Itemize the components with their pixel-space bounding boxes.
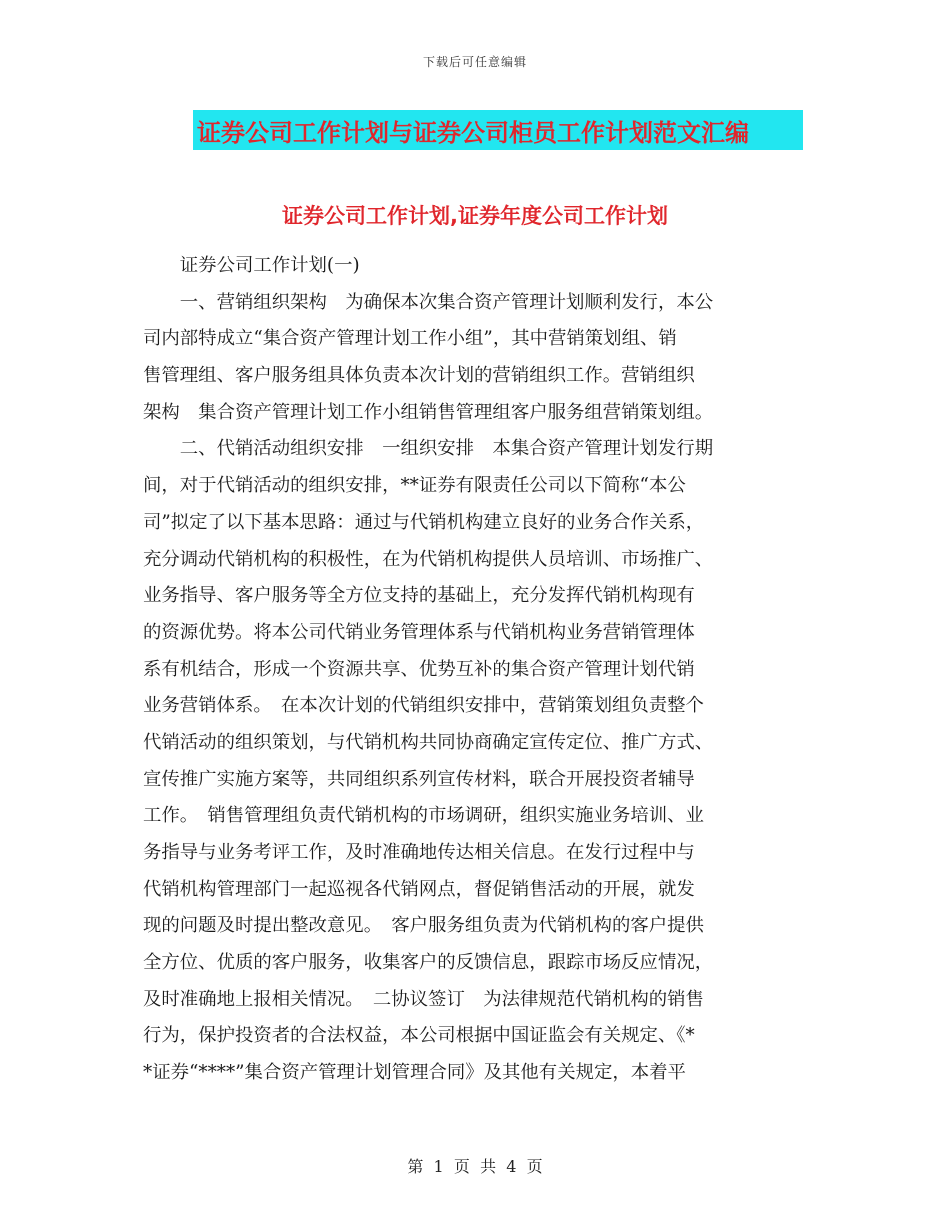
paragraph-line: 行为，保护投资者的合法权益，本公司根据中国证监会有关规定、《*: [143, 1025, 695, 1047]
paragraph-line: 业务营销体系。 在本次计划的代销组织安排中，营销策划组负责整个: [143, 695, 704, 717]
paragraph-line: 售管理组、客户服务组具体负责本次计划的营销组织工作。营销组织: [143, 365, 695, 387]
paragraph-line: 一、营销组织架构 为确保本次集合资产管理计划顺利发行，本公: [143, 291, 714, 313]
paragraph-line: 间，对于代销活动的组织安排，**证券有限责任公司以下简称“本公: [143, 475, 686, 497]
paragraph-line: 司”拟定了以下基本思路：通过与代销机构建立良好的业务合作关系，: [143, 511, 705, 533]
paragraph-line: *证券“****”集合资产管理计划管理合同》及其他有关规定，本着平: [143, 1062, 686, 1084]
paragraph-line: 及时准确地上报相关情况。 二协议签订 为法律规范代销机构的销售: [143, 988, 704, 1010]
paragraph-line: 务指导与业务考评工作，及时准确地传达相关信息。在发行过程中与: [143, 842, 695, 863]
paragraph-line: 工作。 销售管理组负责代销机构的市场调研，组织实施业务培训、业: [143, 805, 704, 827]
paragraph-line: 现的问题及时提出整改意见。 客户服务组负责为代销机构的客户提供: [143, 915, 704, 937]
paragraph-line: 宣传推广实施方案等，共同组织系列宣传材料，联合开展投资者辅导: [143, 768, 695, 790]
page-footer-number: 第 1 页 共 4 页: [407, 1157, 543, 1176]
main-title-highlight: [193, 110, 803, 150]
paragraph-line: 的资源优势。将本公司代销业务管理体系与代销机构业务营销管理体: [143, 621, 695, 643]
paragraph-line: 全方位、优质的客户服务，收集客户的反馈信息，跟踪市场反应情况，: [143, 952, 714, 974]
paragraph-line: 架构 集合资产管理计划工作小组销售管理组客户服务组营销策划组。: [143, 401, 714, 423]
paragraph-line: 系有机结合，形成一个资源共享、优势互补的集合资产管理计划代销: [143, 658, 695, 680]
paragraph-line: 业务指导、客户服务等全方位支持的基础上，充分发挥代销机构现有: [143, 585, 695, 607]
paragraph-line: 代销活动的组织策划，与代销机构共同协商确定宣传定位、推广方式、: [143, 731, 714, 753]
paragraph-line: 充分调动代销机构的积极性，在为代销机构提供人员培训、市场推广、: [143, 548, 714, 570]
paragraph-line: 证券公司工作计划(一): [143, 255, 360, 276]
sub-title: 证券公司工作计划,证券年度公司工作计划: [282, 204, 668, 228]
paragraph-line: 二、代销活动组织安排 一组织安排 本集合资产管理计划发行期: [143, 438, 714, 460]
paragraph-line: 代销机构管理部门一起巡视各代销网点，督促销售活动的开展，就发: [143, 878, 695, 900]
page-header-note: 下载后可任意编辑: [422, 55, 527, 69]
paragraph-line: 司内部特成立“集合资产管理计划工作小组”，其中营销策划组、销: [143, 328, 677, 350]
main-title: 证券公司工作计划与证券公司柜员工作计划范文汇编: [197, 118, 749, 147]
body-text: [143, 248, 807, 1092]
